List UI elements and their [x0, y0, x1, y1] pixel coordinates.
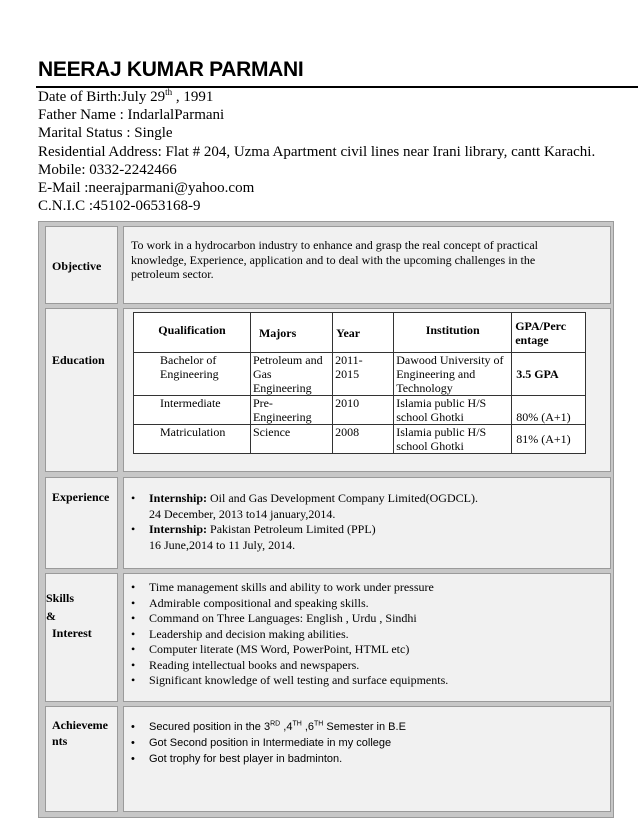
- year-header: Year: [333, 313, 394, 353]
- father-name: Father Name : IndarlalParmani: [38, 107, 225, 124]
- residential-address: Residential Address: Flat # 204, Uzma Apartment civil lines near Irani library, cantt Karachi.: [38, 143, 596, 160]
- list-item: • Admirable compositional and speaking skills.: [125, 596, 595, 612]
- objective-label: Objective: [52, 259, 102, 273]
- table-row: Bachelor of Engineering Petroleum and Gas Engineering 2011-2015 Dawood University of Engineering and Technology 3.5 GPA: [134, 353, 586, 396]
- marital-status: Marital Status : Single: [38, 125, 173, 142]
- skills-label: Skills & Interest: [46, 591, 92, 640]
- candidate-name: NEERAJ KUMAR PARMANI: [38, 58, 304, 81]
- list-item: • Internship: Oil and Gas Development Company Limited(OGDCL). 24 December, 2013 to14 january,2014.: [125, 491, 595, 522]
- education-header-row: [134, 313, 586, 353]
- achievements-label: Achieveme nts: [52, 718, 108, 748]
- gpa-header: GPA/Perc entage: [512, 313, 586, 353]
- list-item: • Got Second position in Intermediate in my college: [125, 735, 595, 751]
- experience-label: Experience: [52, 490, 110, 504]
- table-row: Intermediate Pre-Engineering 2010 Islamia public H/S school Ghotki 80% (A+1): [134, 396, 586, 425]
- date-of-birth: Date of Birth:July 29th , 1991: [38, 87, 214, 105]
- education-table: [133, 312, 586, 454]
- personal-info: [38, 88, 595, 215]
- achievements-list: [125, 719, 595, 767]
- education-label-cell: [45, 308, 118, 472]
- table-row: Matriculation Science 2008 Islamia public H/S school Ghotki 81% (A+1): [134, 425, 586, 454]
- cnic-number: C.N.I.C :45102-0653168-9: [38, 198, 201, 215]
- institution-header: Institution: [394, 313, 512, 353]
- list-item: • Significant knowledge of well testing and surface equipments.: [125, 673, 595, 689]
- mobile-number: Mobile: 0332-2242466: [38, 161, 177, 178]
- list-item: • Command on Three Languages: English , Urdu , Sindhi: [125, 611, 595, 627]
- list-item: • Reading intellectual books and newspapers.: [125, 658, 595, 674]
- education-label: Education: [52, 353, 105, 367]
- experience-list: [125, 491, 595, 553]
- list-item: • Got trophy for best player in badminton.: [125, 751, 595, 767]
- qualification-header: Qualification: [134, 313, 251, 353]
- list-item: • Leadership and decision making abilities.: [125, 627, 595, 643]
- list-item: • Time management skills and ability to work under pressure: [125, 580, 595, 596]
- list-item: • Internship: Pakistan Petroleum Limited (PPL) 16 June,2014 to 11 July, 2014.: [125, 522, 595, 553]
- email-address: E-Mail :neerajparmani@yahoo.com: [38, 180, 255, 197]
- list-item: • Computer literate (MS Word, PowerPoint, HTML etc): [125, 642, 595, 658]
- majors-header: Majors: [250, 313, 332, 353]
- objective-text: To work in a hydrocarbon industry to enhance and grasp the real concept of practical knowledge, Experience, application and to deal with the upcoming challenges in the petroleum sector.: [131, 238, 539, 281]
- skills-list: [125, 580, 595, 689]
- list-item: • Secured position in the 3RD ,4TH ,6TH Semester in B.E: [125, 719, 595, 735]
